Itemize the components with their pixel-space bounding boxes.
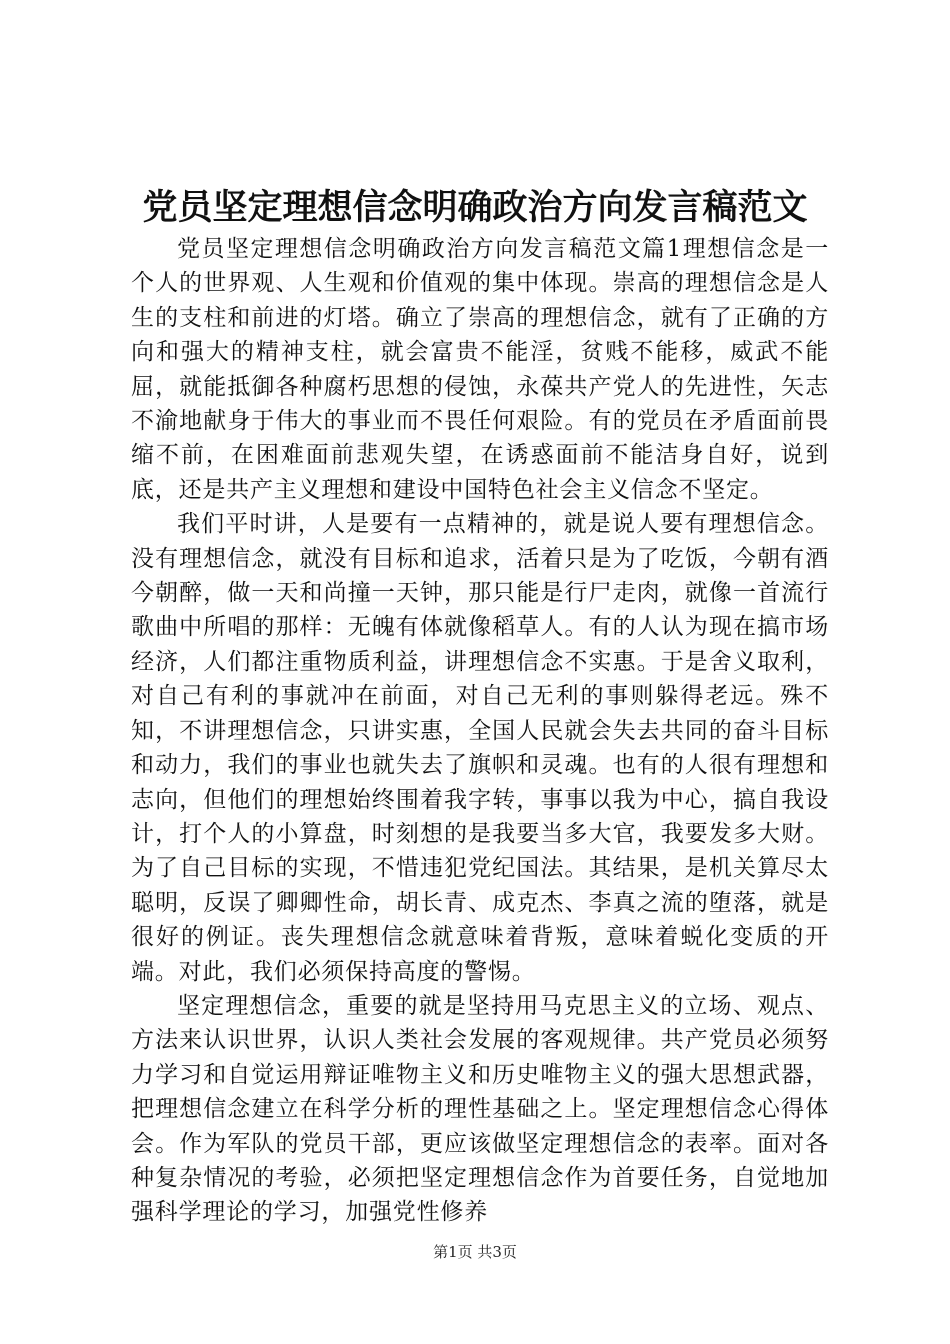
paragraph-2: 我们平时讲，人是要有一点精神的，就是说人要有理想信念。没有理想信念，就没有目标和追求，活着只是为了吃饭，今朝有酒今朝醉，做一天和尚撞一天钟，那只能是行尸走肉，就像一首流行歌曲中所唱的那样：无魄有体就像稻草人。有的人认为现在搞市场经济，人们都注重物质利益，讲理想信念不实惠。于是舍义取利，对自己有利的事就冲在前面，对自己无利的事则躲得老远。殊不知，不讲理想信念，只讲实惠，全国人民就会失去共同的奋斗目标和动力，我们的事业也就失去了旗帜和灵魂。也有的人很有理想和志向，但他们的理想始终围着我字转，事事以我为中心，搞自我设计，打个人的小算盘，时刻想的是我要当多大官，我要发多大财。为了自己目标的实现，不惜违犯党纪国法。其结果，是机关算尽太聪明，反误了卿卿性命，胡长青、成克杰、李真之流的堕落，就是很好的例证。丧失理想信念就意味着背叛，意味着蜕化变质的开端。对此，我们必须保持高度的警惕。 <box>131 511 829 985</box>
page-indicator: 第1页 共3页 <box>433 1243 517 1261</box>
document-title: 党员坚定理想信念明确政治方向发言稿范文 <box>142 187 808 228</box>
paragraph-1: 党员坚定理想信念明确政治方向发言稿范文篇1理想信念是一个人的世界观、人生观和价值观的集中体现。崇高的理想信念是人生的支柱和前进的灯塔。确立了崇高的理想信念，就有了正确的方向和强大的精神支柱，就会富贵不能淫，贫贱不能移，威武不能屈，就能抵御各种腐朽思想的侵蚀，永葆共产党人的先进性，矢志不渝地献身于伟大的事业而不畏任何艰险。有的党员在矛盾面前畏缩不前，在困难面前悲观失望，在诱惑面前不能洁身自好，说到底，还是共产主义理想和建设中国特色社会主义信念不坚定。 <box>131 236 829 503</box>
page-footer <box>0 1242 950 1262</box>
paragraph-3: 坚定理想信念，重要的就是坚持用马克思主义的立场、观点、方法来认识世界，认识人类社会发展的客观规律。共产党员必须努力学习和自觉运用辩证唯物主义和历史唯物主义的强大思想武器，把理想信念建立在科学分析的理性基础之上。坚定理想信念心得体会。作为军队的党员干部，更应该做坚定理想信念的表率。面对各种复杂情况的考验，必须把坚定理想信念作为首要任务，自觉地加强科学理论的学习，加强党性修养 <box>131 992 829 1226</box>
document-body <box>131 232 829 1230</box>
